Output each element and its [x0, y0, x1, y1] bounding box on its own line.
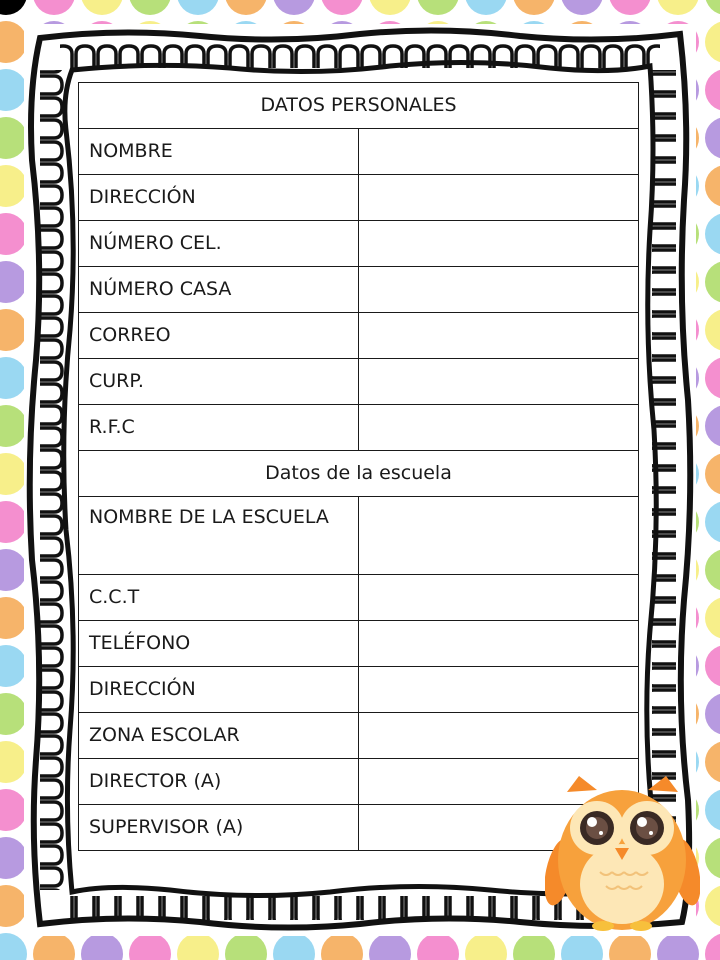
section-header-personal: [79, 83, 639, 129]
field-label: NÚMERO CASA: [79, 267, 359, 313]
field-value-cell[interactable]: [359, 405, 639, 451]
field-value-cell[interactable]: [359, 359, 639, 405]
field-value-cell[interactable]: [359, 713, 639, 759]
section-title: Datos de la escuela: [79, 451, 639, 497]
table-row: [79, 497, 639, 575]
field-value-cell[interactable]: [359, 267, 639, 313]
field-label: DIRECCIÓN: [79, 667, 359, 713]
data-table: [78, 82, 639, 851]
field-label: R.F.C: [79, 405, 359, 451]
field-label: C.C.T: [79, 575, 359, 621]
table-row: [79, 667, 639, 713]
field-label: CURP.: [79, 359, 359, 405]
field-label: NÚMERO CEL.: [79, 221, 359, 267]
field-value-cell[interactable]: [359, 129, 639, 175]
field-label: DIRECTOR (A): [79, 759, 359, 805]
table-row: [79, 575, 639, 621]
field-label: NOMBRE: [79, 129, 359, 175]
owl-icon: [545, 772, 700, 932]
field-label: ZONA ESCOLAR: [79, 713, 359, 759]
section-title: DATOS PERSONALES: [79, 83, 639, 129]
field-label: TELÉFONO: [79, 621, 359, 667]
table-row: [79, 359, 639, 405]
field-value-cell[interactable]: [359, 575, 639, 621]
table-row: [79, 713, 639, 759]
field-label: CORREO: [79, 313, 359, 359]
table-row: [79, 405, 639, 451]
table-row: [79, 221, 639, 267]
table-row: [79, 313, 639, 359]
table-row: [79, 175, 639, 221]
table-row: [79, 621, 639, 667]
data-sheet: [78, 82, 639, 851]
field-label: DIRECCIÓN: [79, 175, 359, 221]
field-value-cell[interactable]: [359, 221, 639, 267]
field-label: NOMBRE DE LA ESCUELA: [79, 497, 359, 575]
field-value-cell[interactable]: [359, 667, 639, 713]
table-row: [79, 129, 639, 175]
table-row: [79, 267, 639, 313]
field-label: SUPERVISOR (A): [79, 805, 359, 851]
field-value-cell[interactable]: [359, 175, 639, 221]
field-value-cell[interactable]: [359, 497, 639, 575]
field-value-cell[interactable]: [359, 621, 639, 667]
field-value-cell[interactable]: [359, 313, 639, 359]
section-header-school: [79, 451, 639, 497]
